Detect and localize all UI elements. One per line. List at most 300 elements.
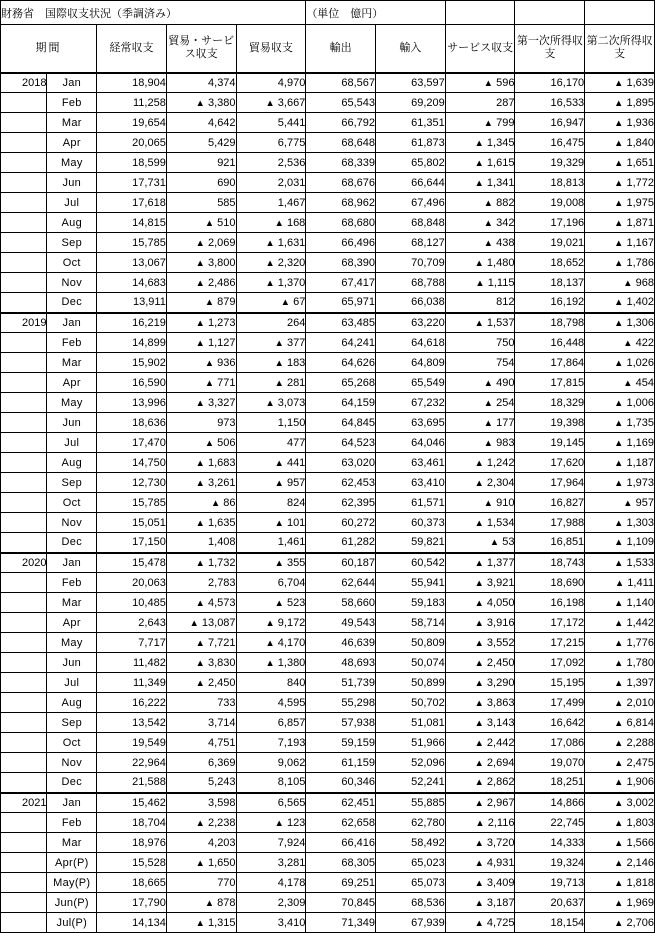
cell-value: 6,704 (236, 573, 306, 593)
cell-value: ▲ 2,069 (166, 233, 236, 253)
cell-value: ▲ 799 (445, 113, 515, 133)
negative-triangle-icon: ▲ (204, 897, 215, 909)
cell-month: May (47, 153, 97, 173)
cell-value: 64,046 (376, 433, 446, 453)
table-row (1, 633, 655, 653)
negative-triangle-icon: ▲ (195, 397, 205, 409)
negative-triangle-icon: ▲ (195, 237, 205, 249)
cell-value: 69,251 (306, 873, 376, 893)
cell-value: ▲ 3,830 (166, 653, 236, 673)
negative-triangle-icon: ▲ (614, 877, 624, 889)
cell-value: ▲ 882 (445, 193, 515, 213)
negative-triangle-icon: ▲ (483, 497, 494, 509)
negative-triangle-icon: ▲ (210, 497, 221, 509)
cell-value: 17,864 (515, 353, 585, 373)
cell-year (1, 353, 47, 373)
cell-year (1, 653, 47, 673)
cell-month: Apr(P) (47, 853, 97, 873)
cell-value: 18,329 (515, 393, 585, 413)
negative-triangle-icon: ▲ (195, 817, 205, 829)
cell-month: Dec (47, 773, 97, 793)
cell-value: 14,899 (97, 333, 167, 353)
negative-triangle-icon: ▲ (614, 737, 624, 749)
cell-value: ▲ 1,273 (166, 313, 236, 333)
cell-value: ▲ 7,721 (166, 633, 236, 653)
negative-triangle-icon: ▲ (195, 257, 205, 269)
cell-value: 63,020 (306, 453, 376, 473)
cell-value: ▲ 1,732 (166, 553, 236, 573)
cell-value: 6,775 (236, 133, 306, 153)
negative-triangle-icon: ▲ (280, 297, 291, 309)
cell-value: 22,745 (515, 813, 585, 833)
cell-value: ▲ 1,377 (445, 553, 515, 573)
table-row (1, 713, 655, 733)
negative-triangle-icon: ▲ (274, 377, 284, 389)
cell-value: ▲ 3,380 (166, 93, 236, 113)
cell-value: 16,475 (515, 133, 585, 153)
negative-triangle-icon: ▲ (274, 217, 284, 229)
cell-value: 62,451 (306, 793, 376, 813)
cell-value: ▲ 454 (585, 373, 655, 393)
negative-triangle-icon: ▲ (623, 277, 633, 289)
negative-triangle-icon: ▲ (474, 797, 484, 809)
negative-triangle-icon: ▲ (483, 437, 494, 449)
table-row (1, 373, 655, 393)
negative-triangle-icon: ▲ (614, 217, 624, 229)
cell-month: Jul(P) (47, 913, 97, 933)
cell-value: 19,654 (97, 113, 167, 133)
cell-value: 840 (236, 673, 306, 693)
cell-value: 585 (166, 193, 236, 213)
cell-value: ▲ 1,187 (585, 453, 655, 473)
table-row (1, 353, 655, 373)
cell-value: 65,549 (376, 373, 446, 393)
cell-month: Dec (47, 533, 97, 553)
cell-value: 2,309 (236, 893, 306, 913)
negative-triangle-icon: ▲ (195, 637, 205, 649)
cell-value: 67,417 (306, 273, 376, 293)
cell-value: ▲ 3,002 (585, 793, 655, 813)
cell-value: 20,065 (97, 133, 167, 153)
negative-triangle-icon: ▲ (474, 657, 484, 669)
cell-month: May(P) (47, 873, 97, 893)
table-row (1, 193, 655, 213)
cell-year (1, 693, 47, 713)
cell-value: 16,222 (97, 693, 167, 713)
cell-value: 16,947 (515, 113, 585, 133)
negative-triangle-icon: ▲ (474, 637, 484, 649)
cell-value: 16,192 (515, 293, 585, 313)
cell-value: 46,639 (306, 633, 376, 653)
cell-value: 13,911 (97, 293, 167, 313)
negative-triangle-icon: ▲ (614, 417, 624, 429)
cell-value: 4,374 (166, 73, 236, 93)
negative-triangle-icon: ▲ (195, 517, 205, 529)
cell-value: ▲ 2,442 (445, 733, 515, 753)
negative-triangle-icon: ▲ (195, 457, 205, 469)
cell-value: ▲ 1,109 (585, 533, 655, 553)
column-header-period: 期間 (1, 25, 97, 73)
cell-value: 17,815 (515, 373, 585, 393)
negative-triangle-icon: ▲ (474, 157, 484, 169)
column-header-1: 貿易・サービス収支 (166, 25, 236, 73)
cell-value: ▲ 879 (166, 293, 236, 313)
cell-value: 14,134 (97, 913, 167, 933)
table-row (1, 333, 655, 353)
cell-month: Dec (47, 293, 97, 313)
negative-triangle-icon: ▲ (614, 617, 624, 629)
cell-value: ▲ 3,073 (236, 393, 306, 413)
cell-value: 18,665 (97, 873, 167, 893)
cell-value: 68,567 (306, 73, 376, 93)
negative-triangle-icon: ▲ (195, 337, 205, 349)
cell-month: Feb (47, 333, 97, 353)
cell-year (1, 493, 47, 513)
cell-value: ▲ 1,650 (166, 853, 236, 873)
cell-value: 2,536 (236, 153, 306, 173)
negative-triangle-icon: ▲ (195, 277, 205, 289)
cell-value: 61,571 (376, 493, 446, 513)
cell-value: 14,683 (97, 273, 167, 293)
cell-value: 18,690 (515, 573, 585, 593)
negative-triangle-icon: ▲ (475, 277, 485, 289)
cell-value: 770 (166, 873, 236, 893)
cell-value: ▲ 3,800 (166, 253, 236, 273)
cell-value: 22,964 (97, 753, 167, 773)
cell-value: 16,642 (515, 713, 585, 733)
cell-value: 9,062 (236, 753, 306, 773)
negative-triangle-icon: ▲ (195, 597, 205, 609)
table-row (1, 213, 655, 233)
cell-year (1, 753, 47, 773)
document-title: 財務省 国際収支状況（季調済み） (1, 1, 306, 25)
cell-year (1, 233, 47, 253)
cell-value: 17,086 (515, 733, 585, 753)
cell-month: Aug (47, 453, 97, 473)
cell-value: ▲ 1,370 (236, 273, 306, 293)
negative-triangle-icon: ▲ (274, 477, 284, 489)
cell-value: 4,203 (166, 833, 236, 853)
cell-value: ▲ 1,936 (585, 113, 655, 133)
cell-value: 12,730 (97, 473, 167, 493)
cell-value: 17,172 (515, 613, 585, 633)
negative-triangle-icon: ▲ (614, 77, 624, 89)
cell-value: ▲ 177 (445, 413, 515, 433)
cell-value: 3,714 (166, 713, 236, 733)
negative-triangle-icon: ▲ (204, 377, 215, 389)
cell-value: ▲ 957 (585, 493, 655, 513)
negative-triangle-icon: ▲ (614, 817, 624, 829)
cell-value: 15,785 (97, 493, 167, 513)
negative-triangle-icon: ▲ (195, 97, 205, 109)
cell-value: 11,349 (97, 673, 167, 693)
cell-value: 50,809 (376, 633, 446, 653)
cell-year (1, 713, 47, 733)
cell-value: 64,845 (306, 413, 376, 433)
cell-value: ▲ 1,380 (236, 653, 306, 673)
cell-value: 68,536 (376, 893, 446, 913)
cell-month: Feb (47, 573, 97, 593)
cell-value: 1,408 (166, 533, 236, 553)
cell-month: Mar (47, 833, 97, 853)
cell-month: Jan (47, 73, 97, 93)
negative-triangle-icon: ▲ (474, 597, 484, 609)
negative-triangle-icon: ▲ (483, 77, 494, 89)
negative-triangle-icon: ▲ (614, 537, 624, 549)
cell-value: ▲ 2,238 (166, 813, 236, 833)
cell-value: 68,676 (306, 173, 376, 193)
cell-value: ▲ 2,116 (445, 813, 515, 833)
cell-value: ▲ 2,304 (445, 473, 515, 493)
cell-value: 18,743 (515, 553, 585, 573)
cell-month: Mar (47, 353, 97, 373)
cell-value: 52,096 (376, 753, 446, 773)
cell-value: 17,092 (515, 653, 585, 673)
cell-year: 2018 (1, 73, 47, 93)
cell-value: ▲ 1,306 (585, 313, 655, 333)
table-row (1, 733, 655, 753)
cell-value: ▲ 168 (236, 213, 306, 233)
cell-value: 15,195 (515, 673, 585, 693)
cell-value: 13,542 (97, 713, 167, 733)
cell-value: 13,067 (97, 253, 167, 273)
cell-month: Jul (47, 433, 97, 453)
cell-value: ▲ 1,615 (445, 153, 515, 173)
cell-value: ▲ 1,115 (445, 273, 515, 293)
cell-value: 68,305 (306, 853, 376, 873)
cell-value: 20,063 (97, 573, 167, 593)
negative-triangle-icon: ▲ (274, 337, 284, 349)
cell-value: 18,798 (515, 313, 585, 333)
negative-triangle-icon: ▲ (195, 557, 205, 569)
negative-triangle-icon: ▲ (614, 597, 624, 609)
cell-value: 20,637 (515, 893, 585, 913)
cell-value: ▲ 490 (445, 373, 515, 393)
negative-triangle-icon: ▲ (274, 817, 284, 829)
cell-value: ▲ 1,167 (585, 233, 655, 253)
cell-value: 17,215 (515, 633, 585, 653)
cell-value: ▲ 1,973 (585, 473, 655, 493)
column-header-5: サービス収支 (445, 25, 515, 73)
cell-value: ▲ 1,906 (585, 773, 655, 793)
cell-value: ▲ 936 (166, 353, 236, 373)
cell-value: 4,642 (166, 113, 236, 133)
table-row (1, 833, 655, 853)
negative-triangle-icon: ▲ (614, 637, 624, 649)
cell-value: 16,827 (515, 493, 585, 513)
negative-triangle-icon: ▲ (474, 717, 484, 729)
cell-value: ▲ 123 (236, 813, 306, 833)
table-row (1, 773, 655, 793)
cell-value: ▲ 983 (445, 433, 515, 453)
cell-year (1, 173, 47, 193)
cell-value: 51,081 (376, 713, 446, 733)
table-row (1, 653, 655, 673)
cell-value: 4,595 (236, 693, 306, 713)
negative-triangle-icon: ▲ (614, 397, 624, 409)
cell-year (1, 733, 47, 753)
negative-triangle-icon: ▲ (614, 177, 624, 189)
cell-value: 70,709 (376, 253, 446, 273)
table-row (1, 493, 655, 513)
table-row (1, 253, 655, 273)
cell-value: 15,528 (97, 853, 167, 873)
cell-year (1, 413, 47, 433)
cell-value: 1,150 (236, 413, 306, 433)
negative-triangle-icon: ▲ (614, 557, 624, 569)
cell-value: 64,523 (306, 433, 376, 453)
cell-value: 58,660 (306, 593, 376, 613)
cell-value: 65,073 (376, 873, 446, 893)
cell-value: 6,857 (236, 713, 306, 733)
cell-year (1, 433, 47, 453)
negative-triangle-icon: ▲ (614, 317, 624, 329)
cell-value: ▲ 1,411 (585, 573, 655, 593)
cell-value: ▲ 1,786 (585, 253, 655, 273)
cell-value: ▲ 4,050 (445, 593, 515, 613)
cell-value: 19,329 (515, 153, 585, 173)
negative-triangle-icon: ▲ (274, 597, 284, 609)
cell-month: Aug (47, 213, 97, 233)
cell-value: ▲ 1,840 (585, 133, 655, 153)
cell-value: 19,713 (515, 873, 585, 893)
cell-value: ▲ 3,916 (445, 613, 515, 633)
cell-value: 68,127 (376, 233, 446, 253)
cell-value: 49,543 (306, 613, 376, 633)
cell-value: 61,159 (306, 753, 376, 773)
cell-value: 70,845 (306, 893, 376, 913)
negative-triangle-icon: ▲ (265, 97, 275, 109)
cell-month: Oct (47, 253, 97, 273)
cell-value: 67,232 (376, 393, 446, 413)
negative-triangle-icon: ▲ (195, 477, 205, 489)
table-row (1, 153, 655, 173)
table-row (1, 793, 655, 813)
table-row (1, 873, 655, 893)
negative-triangle-icon: ▲ (483, 397, 494, 409)
cell-value: ▲ 1,315 (166, 913, 236, 933)
column-header-2: 貿易収支 (236, 25, 306, 73)
cell-value: 65,802 (376, 153, 446, 173)
cell-value: 15,051 (97, 513, 167, 533)
cell-value: ▲ 2,320 (236, 253, 306, 273)
cell-year: 2019 (1, 313, 47, 333)
cell-value: 55,885 (376, 793, 446, 813)
negative-triangle-icon: ▲ (614, 477, 624, 489)
cell-value: ▲ 4,170 (236, 633, 306, 653)
cell-value: 4,970 (236, 73, 306, 93)
cell-value: ▲ 9,172 (236, 613, 306, 633)
cell-value: ▲ 1,480 (445, 253, 515, 273)
cell-value: ▲ 510 (166, 213, 236, 233)
cell-year (1, 593, 47, 613)
cell-value: 61,282 (306, 533, 376, 553)
cell-value: ▲ 3,863 (445, 693, 515, 713)
negative-triangle-icon: ▲ (483, 117, 494, 129)
cell-value: 17,618 (97, 193, 167, 213)
cell-value: 19,549 (97, 733, 167, 753)
negative-triangle-icon: ▲ (204, 437, 215, 449)
table-row (1, 513, 655, 533)
negative-triangle-icon: ▲ (483, 237, 494, 249)
cell-value: 19,398 (515, 413, 585, 433)
cell-value: 1,461 (236, 533, 306, 553)
cell-value: 11,258 (97, 93, 167, 113)
cell-value: ▲ 1,566 (585, 833, 655, 853)
negative-triangle-icon: ▲ (614, 657, 624, 669)
cell-value: 17,790 (97, 893, 167, 913)
cell-month: Jan (47, 313, 97, 333)
cell-value: 50,702 (376, 693, 446, 713)
cell-value: ▲ 1,871 (585, 213, 655, 233)
cell-value: 750 (445, 333, 515, 353)
table-row (1, 813, 655, 833)
cell-value: ▲ 506 (166, 433, 236, 453)
cell-value: ▲ 1,780 (585, 653, 655, 673)
negative-triangle-icon: ▲ (274, 517, 284, 529)
table-row (1, 893, 655, 913)
cell-value: 18,813 (515, 173, 585, 193)
cell-value: 59,821 (376, 533, 446, 553)
negative-triangle-icon: ▲ (195, 917, 205, 929)
negative-triangle-icon: ▲ (474, 737, 484, 749)
cell-year (1, 813, 47, 833)
cell-value: ▲ 2,862 (445, 773, 515, 793)
title-spacer-1 (445, 1, 515, 25)
cell-year (1, 633, 47, 653)
cell-value: ▲ 1,683 (166, 453, 236, 473)
cell-value: ▲ 1,127 (166, 333, 236, 353)
cell-value: 17,964 (515, 473, 585, 493)
cell-value: 3,598 (166, 793, 236, 813)
cell-value: ▲ 1,818 (585, 873, 655, 893)
cell-value: ▲ 1,735 (585, 413, 655, 433)
negative-triangle-icon: ▲ (483, 417, 494, 429)
cell-value: 15,902 (97, 353, 167, 373)
negative-triangle-icon: ▲ (474, 257, 484, 269)
negative-triangle-icon: ▲ (474, 517, 484, 529)
cell-value: 64,809 (376, 353, 446, 373)
cell-value: 65,268 (306, 373, 376, 393)
cell-value: 65,543 (306, 93, 376, 113)
cell-value: 3,410 (236, 913, 306, 933)
negative-triangle-icon: ▲ (474, 677, 484, 689)
cell-value: 16,590 (97, 373, 167, 393)
table-row (1, 133, 655, 153)
table-row (1, 473, 655, 493)
cell-value: 48,693 (306, 653, 376, 673)
cell-value: ▲ 1,772 (585, 173, 655, 193)
cell-value: ▲ 1,341 (445, 173, 515, 193)
cell-value: ▲ 1,534 (445, 513, 515, 533)
cell-value: 7,924 (236, 833, 306, 853)
cell-value: 66,038 (376, 293, 446, 313)
cell-value: ▲ 441 (236, 453, 306, 473)
cell-value: 6,369 (166, 753, 236, 773)
table-row (1, 433, 655, 453)
cell-value: 52,241 (376, 773, 446, 793)
cell-value: 60,187 (306, 553, 376, 573)
cell-value: 264 (236, 313, 306, 333)
cell-month: Feb (47, 93, 97, 113)
cell-value: ▲ 355 (236, 553, 306, 573)
cell-month: Apr (47, 133, 97, 153)
table-row (1, 173, 655, 193)
cell-year (1, 913, 47, 933)
cell-value: 733 (166, 693, 236, 713)
cell-value: ▲ 968 (585, 273, 655, 293)
cell-value: 19,070 (515, 753, 585, 773)
